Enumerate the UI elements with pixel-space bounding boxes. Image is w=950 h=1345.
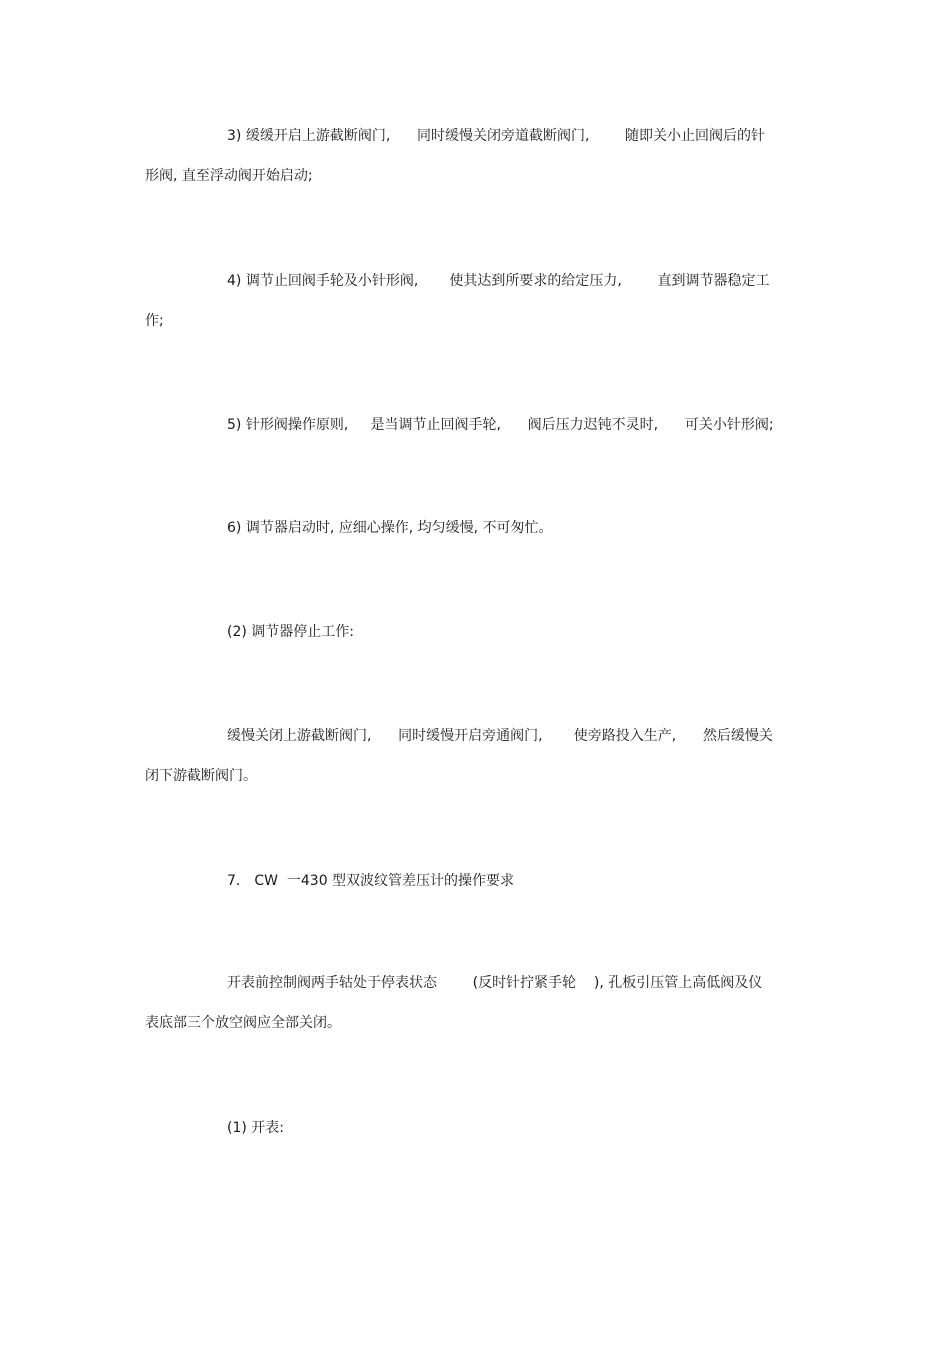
section-heading-7: 7． CW 一430 型双波纹管差压计的操作要求	[227, 873, 515, 889]
stop-body-line-2: 闭下游截断阀门。	[145, 768, 257, 784]
open-requirement-line-1: 开表前控制阀两手轱处于停表状态 (反时针拧紧手轮 ), 孔板引压管上高低阀及仪	[227, 975, 763, 991]
paragraph-6: 6) 调节器启动时, 应细心操作, 均匀缓慢, 不可匆忙。	[227, 520, 553, 536]
section-heading-stop: (2) 调节器停止工作:	[227, 624, 354, 640]
paragraph-4-line-2: 作;	[145, 313, 164, 329]
open-requirement-line-2: 表底部三个放空阀应全部关闭。	[145, 1015, 341, 1031]
paragraph-3-line-2: 形阀, 直至浮动阀开始启动;	[145, 168, 313, 184]
section-heading-open: (1) 开表:	[227, 1120, 284, 1136]
paragraph-4-line-1: 4) 调节止回阀手轮及小针形阀, 使其达到所要求的给定压力, 直到调节器稳定工	[227, 273, 770, 289]
paragraph-5: 5) 针形阀操作原则, 是当调节止回阀手轮, 阀后压力迟钝不灵时, 可关小针形阀;	[227, 417, 774, 433]
paragraph-3-line-1: 3) 缓缓开启上游截断阀门, 同时缓慢关闭旁道截断阀门, 随即关小止回阀后的针	[227, 128, 766, 144]
stop-body-line-1: 缓慢关闭上游截断阀门, 同时缓慢开启旁通阀门, 使旁路投入生产, 然后缓慢关	[227, 728, 773, 744]
